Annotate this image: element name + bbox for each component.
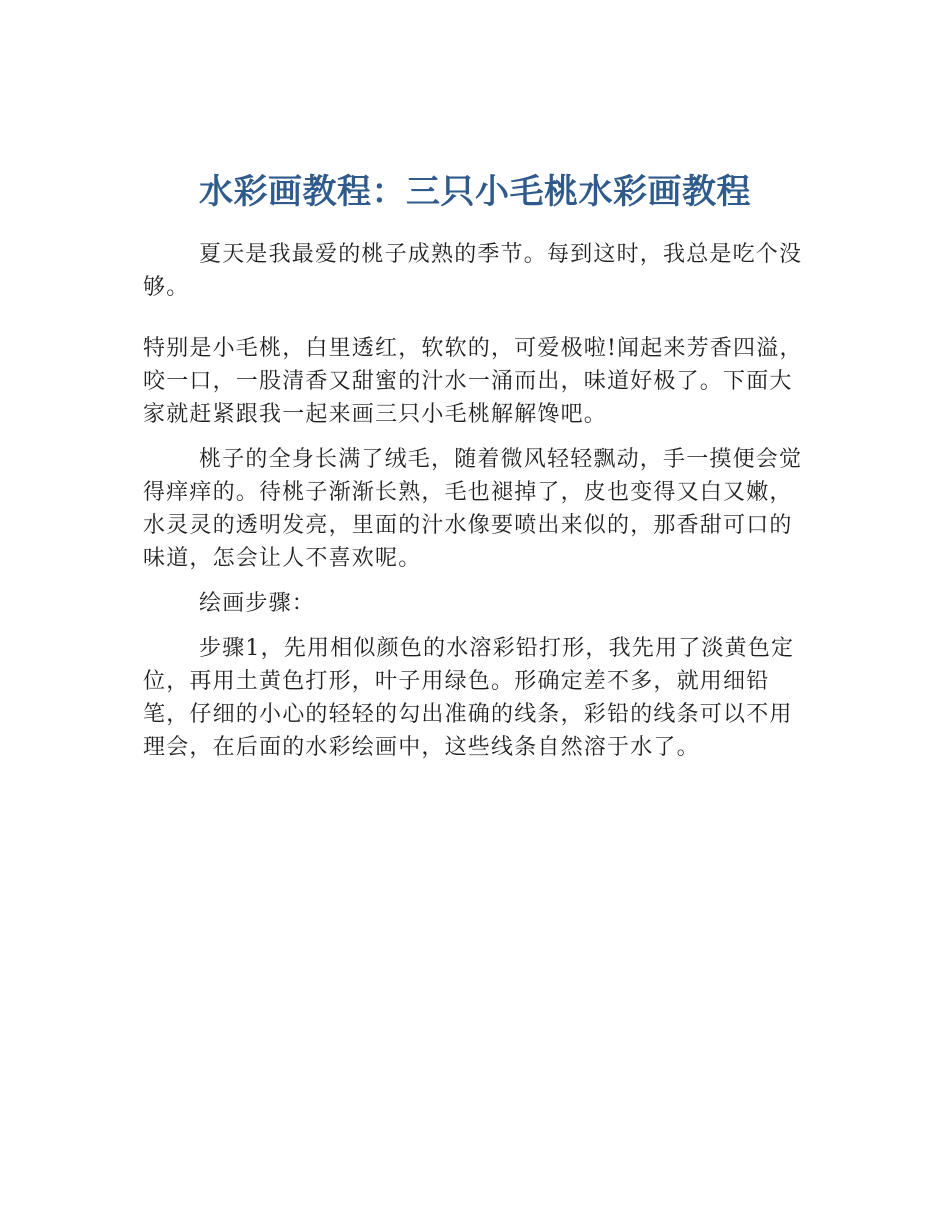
paragraph-peach-fuzz: 桃子的全身长满了绒毛，随着微风轻轻飘动，手一摸便会觉得痒痒的。待桃子渐渐长熟，毛也褪掉了，皮也变得又白又嫩，水灵灵的透明发亮，里面的汁水像要喷出来似的，那香甜可口的味道，怎会让人不喜欢呢。: [143, 447, 803, 571]
document-body: [143, 238, 811, 764]
document-title: 水彩画教程：三只小毛桃水彩画教程: [199, 171, 751, 212]
paragraph-step-1: 步骤1，先用相似颜色的水溶彩铅打形，我先用了淡黄色定位，再用土黄色打形，叶子用绿色。形确定差不多，就用细铅笔，仔细的小心的轻轻的勾出准确的线条，彩铅的线条可以不用理会，在后面的水彩绘画中，这些线条自然溶于水了。: [143, 636, 795, 760]
paragraph-steps-heading: 绘画步骤：: [199, 591, 316, 616]
paragraph-intro: 夏天是我最爱的桃子成熟的季节。每到这时，我总是吃个没够。: [143, 242, 803, 300]
paragraph-peach-description: 特别是小毛桃，白里透红，软软的，可爱极啦!闻起来芳香四溢，咬一口，一股清香又甜蜜的汁水一涌而出，味道好极了。下面大家就赶紧跟我一起来画三只小毛桃解解馋吧。: [143, 336, 803, 427]
